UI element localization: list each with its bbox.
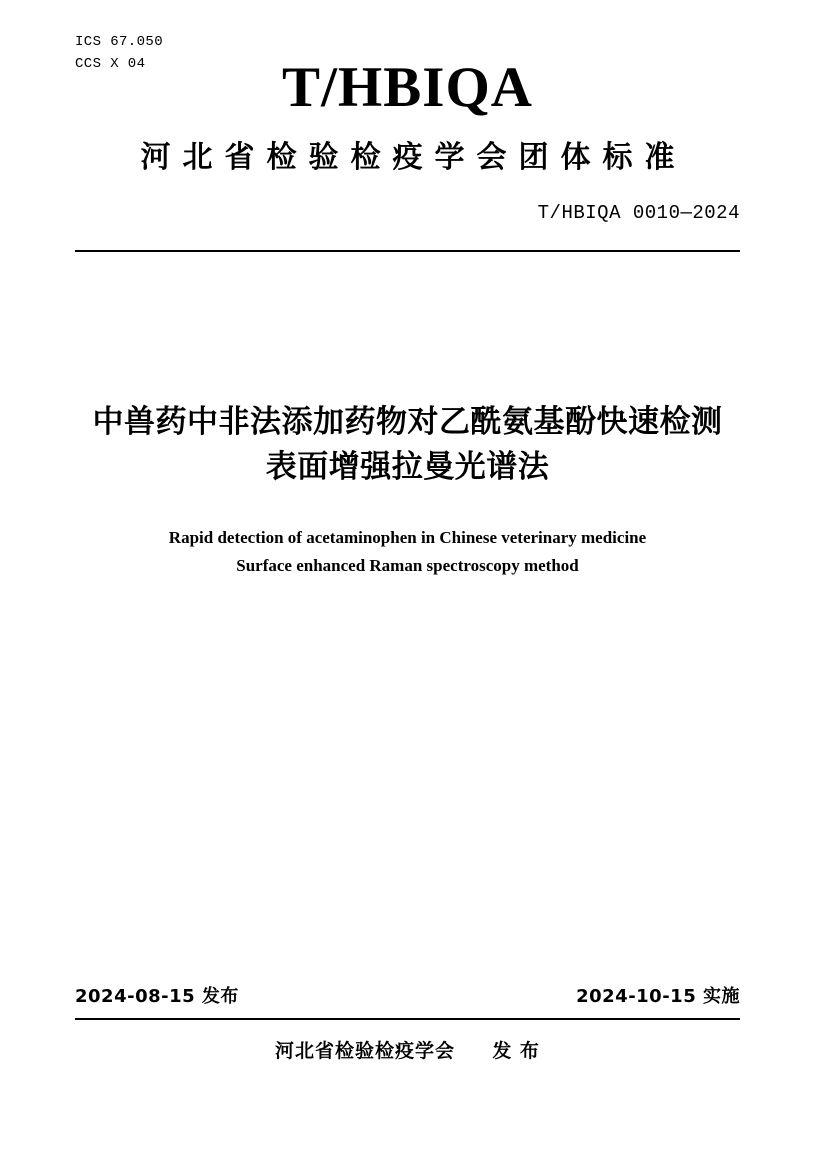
document-title-en-line2: Surface enhanced Raman spectroscopy method (236, 555, 579, 575)
ics-code: ICS 67.050 (75, 34, 164, 50)
header-divider (75, 250, 740, 252)
document-title-en-line1: Rapid detection of acetaminophen in Chinese veterinary medicine (168, 527, 647, 547)
publisher-line (75, 1036, 740, 1063)
document-title-en (75, 524, 740, 580)
ccs-code: CCS X 04 (75, 55, 146, 72)
association-title: 河北省检验检疫学会团体标准 (140, 139, 687, 175)
date-row (75, 982, 740, 1008)
effective-date: 2024-10-15 实施 (576, 986, 740, 1007)
document-title-cn (75, 400, 740, 490)
classification-codes (75, 32, 163, 75)
issue-date: 2024-08-15 发布 (75, 986, 239, 1007)
standard-number: T/HBIQA 0010—2024 (537, 201, 740, 224)
publisher-action: 发 布 (492, 1040, 540, 1062)
document-title-cn-line2: 表面增强拉曼光谱法 (265, 448, 550, 485)
standard-logo: T/HBIQA (282, 56, 533, 119)
publisher-name: 河北省检验检疫学会 (275, 1040, 456, 1062)
document-title-cn-line1: 中兽药中非法添加药物对乙酰氨基酚快速检测 (92, 403, 723, 440)
footer-divider (75, 1018, 740, 1020)
